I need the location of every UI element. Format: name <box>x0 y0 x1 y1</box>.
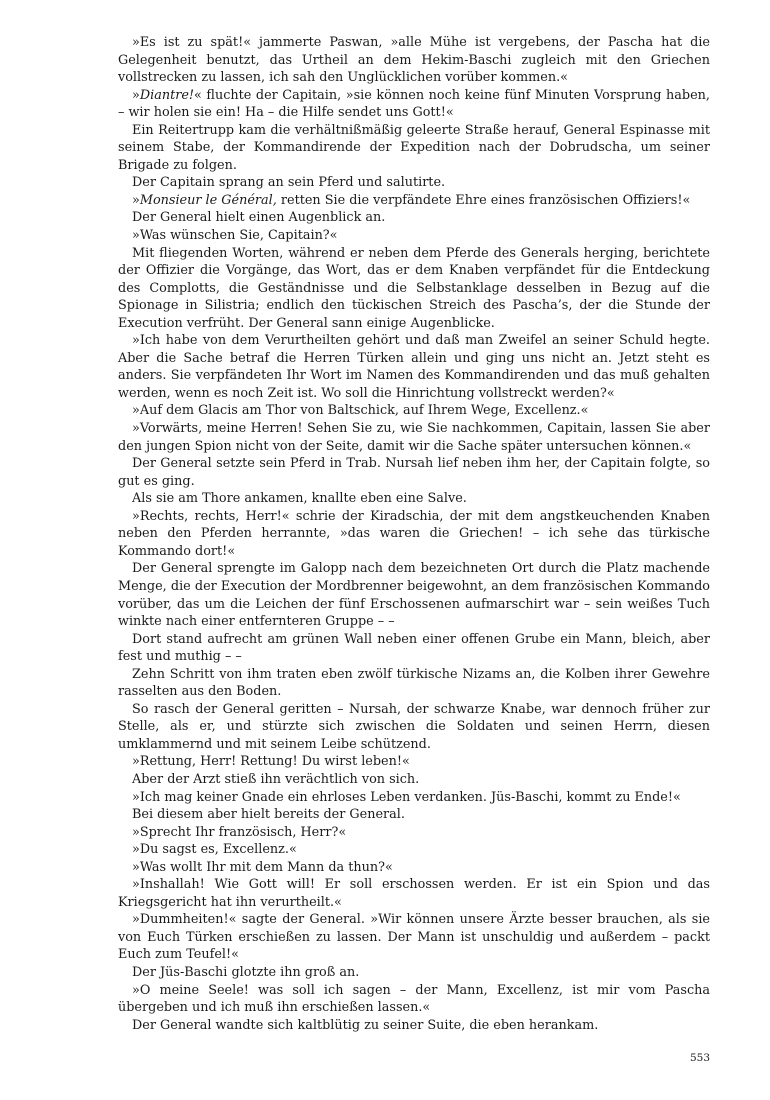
paragraph: Der General hielt einen Augenblick an. <box>132 210 386 226</box>
paragraph: Zehn Schritt von ihm traten eben zwölf türkische Nizams an, die Kolben ihrer Gewehre rasselten aus den Boden. <box>118 666 710 700</box>
paragraph: Der General wandte sich kaltblütig zu seiner Suite, die eben herankam. <box>132 1017 599 1033</box>
paragraph: Als sie am Thore ankamen, knallte eben eine Salve. <box>132 491 467 507</box>
paragraph: »Vorwärts, meine Herren! Sehen Sie zu, wie Sie nachkommen, Capitain, lassen Sie aber den jungen Spion nicht von der Seite, damit wir die Sache später untersuchen können.« <box>118 421 710 454</box>
paragraph <box>118 192 710 210</box>
paragraph: »Dummheiten!« sagte der General. »Wir können unsere Ärzte besser brauchen, als sie von Euch Türken erschießen zu lassen. Der Mann ist unschuldig und außerdem – packt Euch zum Teufel!« <box>118 912 710 963</box>
paragraph: »Inshallah! Wie Gott will! Er soll erschossen werden. Er ist ein Spion und das Kriegsgericht hat ihn verurtheilt.« <box>118 877 710 910</box>
paragraph: »Rettung, Herr! Rettung! Du wirst leben!« <box>132 754 410 770</box>
paragraph: »Ich mag keiner Gnade ein ehrloses Leben verdanken. Jüs-Baschi, kommt zu Ende!« <box>132 789 681 805</box>
paragraph: So rasch der General geritten – Nursah, der schwarze Knabe, war dennoch früher zur Stelle, als er, und stürzte sich zwischen die Soldaten und seinen Herrn, diesen umklammernd und mit seinem Leibe schützend. <box>118 701 710 752</box>
paragraph: »Rechts, rechts, Herr!« schrie der Kiradschia, der mit dem angstkeuchenden Knaben neben den Pferden herrannte, »das waren die Griechen! – ich sehe das türkische Kommando dort!« <box>118 508 710 559</box>
paragraph: Dort stand aufrecht am grünen Wall neben einer offenen Grube ein Mann, bleich, aber fest und muthig – – <box>118 631 710 665</box>
paragraph: »O meine Seele! was soll ich sagen – der Mann, Excellenz, ist mir vom Pascha übergeben und ich muß ihn erschießen lassen.« <box>118 982 710 1016</box>
paragraph-text-before: » <box>132 87 140 103</box>
paragraph-text-before: » <box>132 192 140 208</box>
paragraph: »Auf dem Glacis am Thor von Baltschick, auf Ihrem Wege, Excellenz.« <box>132 403 589 419</box>
paragraph: Der General setzte sein Pferd in Trab. Nursah lief neben ihm her, der Capitain folgte, so gut es ging. <box>118 456 710 489</box>
paragraph: »Sprecht Ihr französisch, Herr?« <box>132 824 347 840</box>
paragraph-italic-text: Diantre! <box>139 87 195 103</box>
paragraph: Ein Reitertrupp kam die verhältnißmäßig geleerte Straße herauf, General Espinasse mit seinem Stabe, der Kommandirende der Expedition nach der Dobrudscha, um seiner Brigade zu folgen. <box>118 122 710 173</box>
book-page-text <box>118 34 710 1034</box>
paragraph: Bei diesem aber hielt bereits der General. <box>132 807 405 823</box>
paragraph: Der Capitain sprang an sein Pferd und salutirte. <box>132 175 446 191</box>
paragraph: »Es ist zu spät!« jammerte Paswan, »alle Mühe ist vergebens, der Pascha hat die Gelegenheit benutzt, das Urtheil an dem Hekim-Baschi zugleich mit den Griechen vollstrecken zu lassen, ich sah den Unglücklichen vorüber kommen.« <box>118 35 710 86</box>
paragraph-text-after: « fluchte der Capitain, »sie können noch keine fünf Minuten Vorsprung haben, – wir holen sie ein! Ha – die Hilfe sendet uns Gott!« <box>118 87 710 121</box>
paragraph: Mit fliegenden Worten, während er neben dem Pferde des Generals herging, berichtete der Offizier die Vorgänge, das Wort, das er dem Knaben verpfändet für die Entdeckung des Complotts, die Geständnisse und die Selbstanklage desselben in Bezug auf die Spionage in Silistria; endlich den tückischen Streich des Pascha’s, der die Stunde der Execution verfrüht. Der General sann einige Augenblicke. <box>118 245 710 331</box>
paragraph: »Du sagst es, Excellenz.« <box>132 842 297 858</box>
paragraph-italic-text: Monsieur le Général, <box>139 192 277 208</box>
paragraph: »Ich habe von dem Verurtheilten gehört und daß man Zweifel an seiner Schuld hegte. Aber die Sache betraf die Herren Türken allein und ging uns nicht an. Jetzt steht es anders. Sie verpfändeten Ihr Wort im Namen des Kommandirenden und das muß gehalten werden, wenn es noch Zeit ist. Wo soll die Hinrichtung vollstreckt werden?« <box>118 333 710 401</box>
paragraph-text-after: retten Sie die verpfändete Ehre eines französischen Offiziers!« <box>276 192 691 208</box>
paragraph: »Was wünschen Sie, Capitain?« <box>132 228 338 244</box>
paragraph: Aber der Arzt stieß ihn verächtlich von sich. <box>132 771 420 787</box>
paragraph: Der Jüs-Baschi glotzte ihn groß an. <box>132 964 360 980</box>
paragraph: »Was wollt Ihr mit dem Mann da thun?« <box>132 859 393 875</box>
page-number: 553 <box>689 1052 710 1064</box>
paragraph: Der General sprengte im Galopp nach dem bezeichneten Ort durch die Platz machende Menge, die der Execution der Mordbrenner beigewohnt, an dem französischen Kommando vorüber, das um die Leichen der fünf Erschossenen aufmarschirt war – sein weißes Tuch winkte nach einer entfernteren Gruppe – – <box>118 561 710 630</box>
paragraph <box>118 87 710 122</box>
